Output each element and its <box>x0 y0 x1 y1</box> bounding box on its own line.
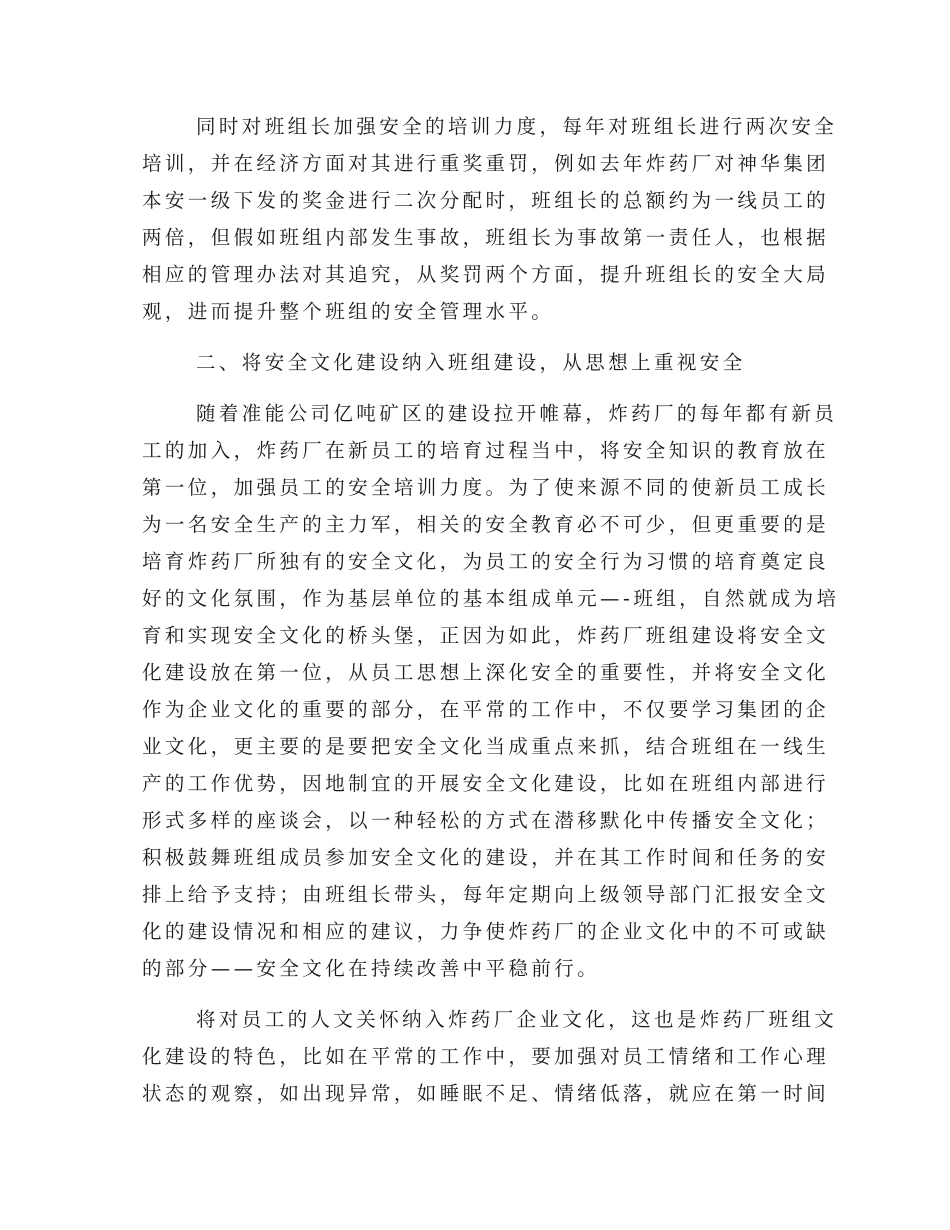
text-line: 形式多样的座谈会，以一种轻松的方式在潜移默化中传播安全文化； <box>142 809 830 832</box>
text-line: 状态的观察，如出现异常，如睡眠不足、情绪低落，就应在第一时间 <box>142 1082 830 1105</box>
text-line: 好的文化氛围，作为基层单位的基本组成单元—-班组，自然就成为培 <box>142 587 840 610</box>
text-line: 培育炸药厂所独有的安全文化，为员工的安全行为习惯的培育奠定良 <box>142 550 830 573</box>
text-line: 本安一级下发的奖金进行二次分配时，班组长的总额约为一线员工的 <box>142 189 830 212</box>
text-line: 的部分——安全文化在持续改善中平稳前行。 <box>142 957 601 980</box>
text-line: 两倍，但假如班组内部发生事故，班组长为事故第一责任人，也根据 <box>142 226 830 249</box>
text-line: 化的建设情况和相应的建议，力争使炸药厂的企业文化中的不可或缺 <box>142 920 830 943</box>
text-line: 业文化，更主要的是要把安全文化当成重点来抓，结合班组在一线生 <box>142 735 830 758</box>
text-line: 产的工作优势，因地制宜的开展安全文化建设，比如在班组内部进行 <box>142 772 830 795</box>
text-line: 工的加入，炸药厂在新员工的培育过程当中，将安全知识的教育放在 <box>142 439 830 462</box>
text-line: 观，进而提升整个班组的安全管理水平。 <box>142 300 555 323</box>
text-line: 育和实现安全文化的桥头堡，正因为如此，炸药厂班组建设将安全文 <box>142 624 830 647</box>
text-line: 排上给予支持；由班组长带头，每年定期向上级领导部门汇报安全文 <box>142 883 830 906</box>
text-line: 相应的管理办法对其追究，从奖罚两个方面，提升班组长的安全大局 <box>142 263 830 286</box>
text-line: 培训，并在经济方面对其进行重奖重罚，例如去年炸药厂对神华集团 <box>142 152 830 175</box>
text-line: 随着准能公司亿吨矿区的建设拉开帷幕，炸药厂的每年都有新员 <box>196 402 838 425</box>
text-line: 第一位，加强员工的安全培训力度。为了使来源不同的使新员工成长 <box>142 476 830 499</box>
text-line: 化建设放在第一位，从员工思想上深化安全的重要性，并将安全文化 <box>142 661 830 684</box>
text-line: 将对员工的人文关怀纳入炸药厂企业文化，这也是炸药厂班组文 <box>196 1008 838 1031</box>
section-heading: 二、将安全文化建设纳入班组建设，从思想上重视安全 <box>196 351 746 374</box>
text-line: 积极鼓舞班组成员参加安全文化的建设，并在其工作时间和任务的安 <box>142 846 830 869</box>
text-line: 同时对班组长加强安全的培训力度，每年对班组长进行两次安全 <box>196 115 838 138</box>
text-line: 化建设的特色，比如在平常的工作中，要加强对员工情绪和工作心理 <box>142 1045 830 1068</box>
text-line: 作为企业文化的重要的部分，在平常的工作中，不仅要学习集团的企 <box>142 698 830 721</box>
text-line: 为一名安全生产的主力军，相关的安全教育必不可少，但更重要的是 <box>142 513 830 536</box>
